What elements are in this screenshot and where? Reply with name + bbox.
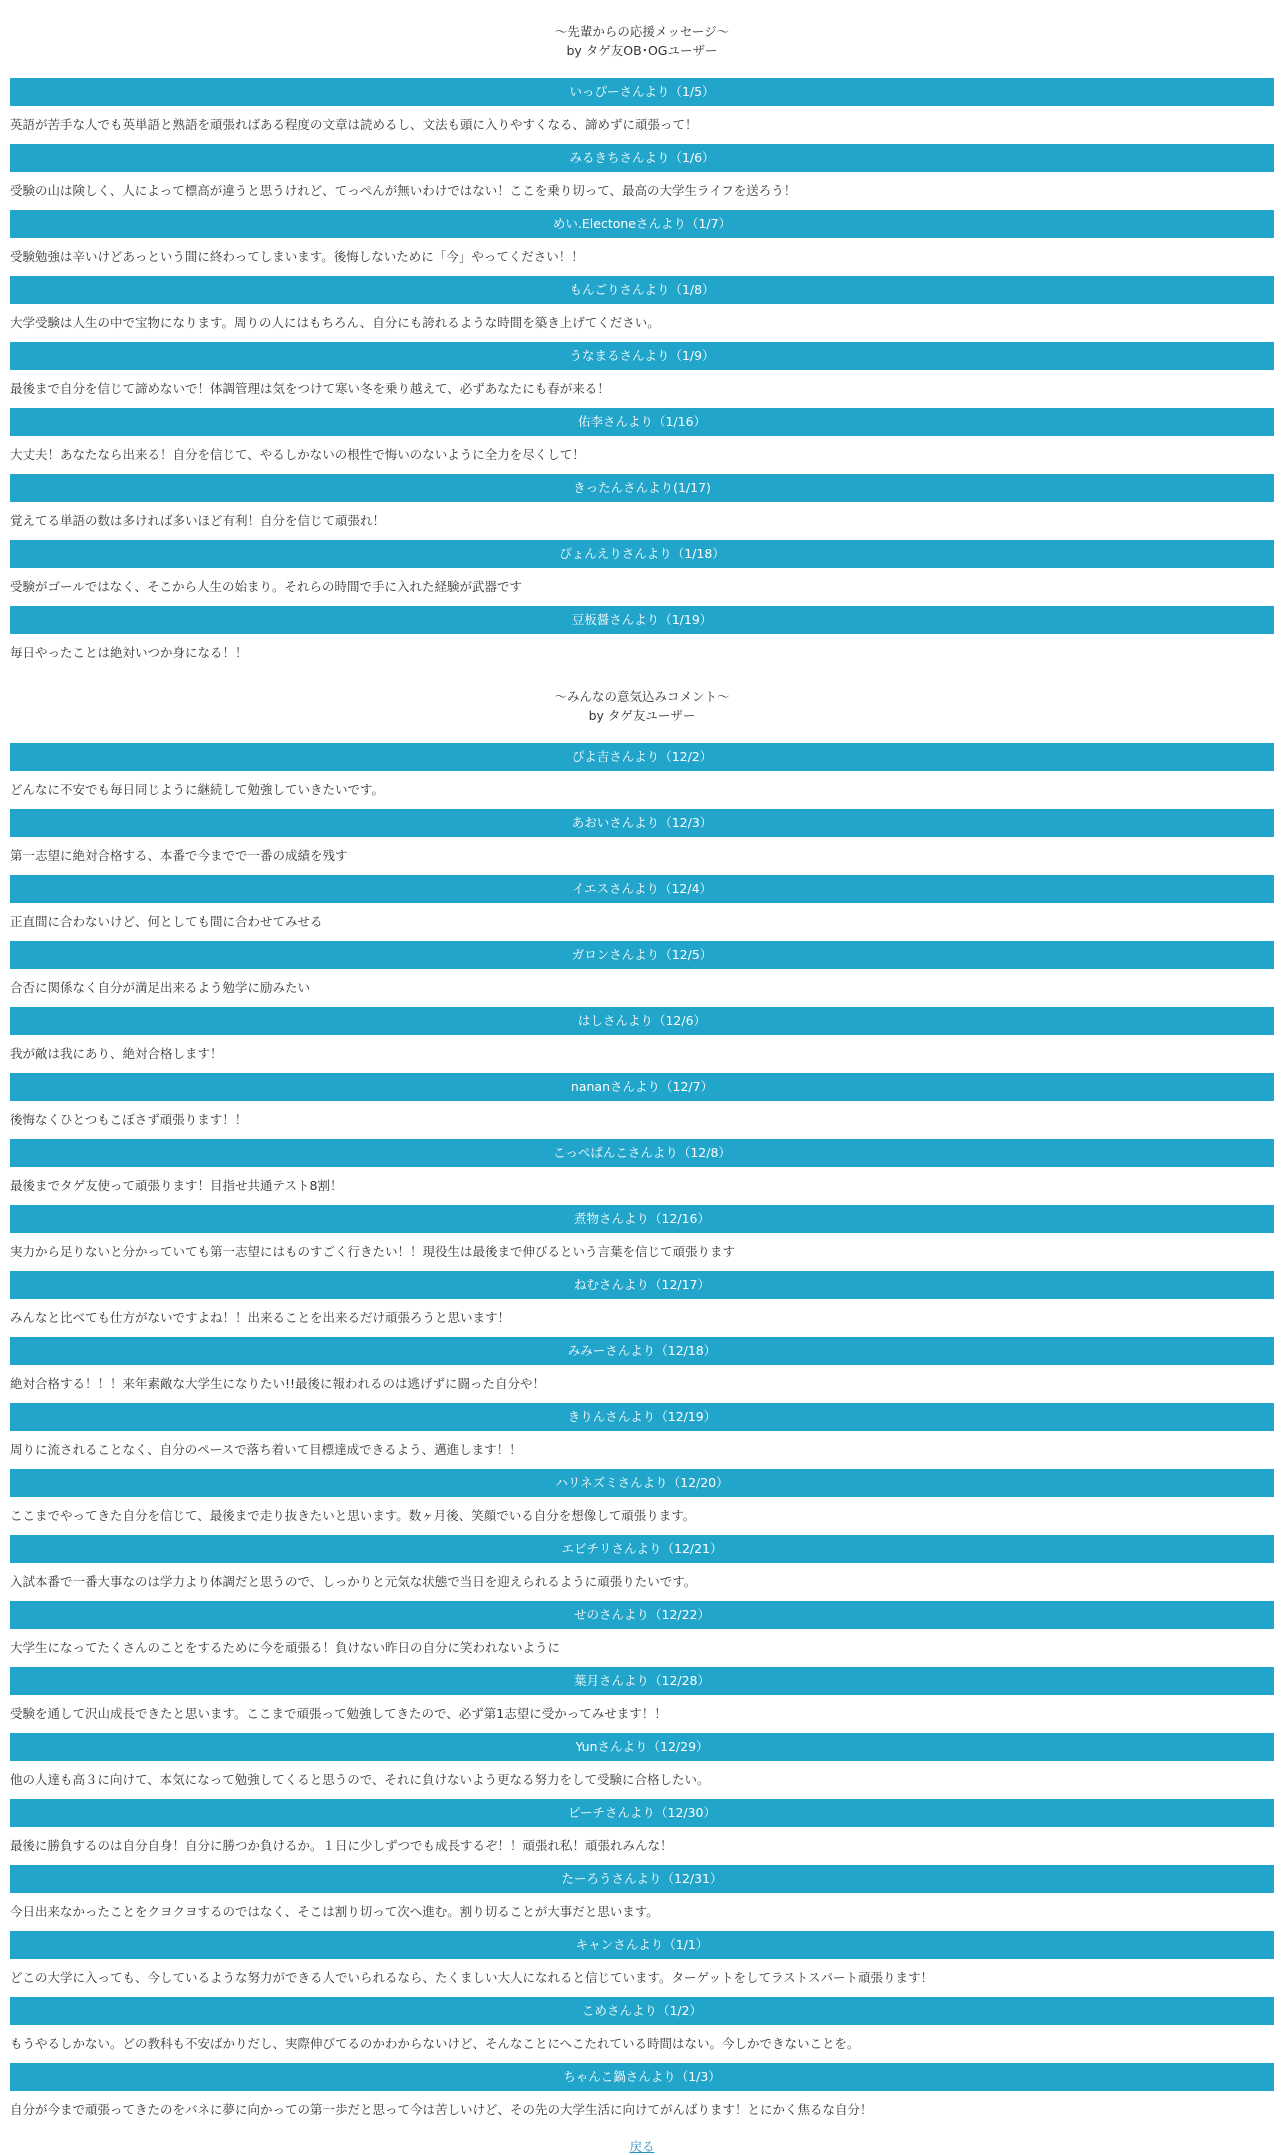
minna-comment-item — [10, 1007, 1274, 1073]
minna-title: ～みんなの意気込みコメント～ — [554, 689, 730, 704]
entry-header: ガロンさんより（12/5） — [10, 941, 1274, 969]
minna-comment-item — [10, 2063, 1274, 2129]
entry-header: たーろうさんより（12/31） — [10, 1865, 1274, 1893]
entry-message: 大丈夫！あなたなら出来る！自分を信じて、やるしかないの根性で悔いのないように全力を尽くして！ — [10, 447, 585, 462]
senpai-message-item — [10, 540, 1274, 606]
entry-header: きりんさんより（12/19） — [10, 1403, 1274, 1431]
entry-message: 自分が今まで頑張ってきたのをバネに夢に向かっての第一歩だと思って今は苦しいけど、その先の大学生活に向けてがんばります！とにかく焦るな自分！ — [10, 2102, 873, 2117]
minna-comment-item — [10, 743, 1274, 809]
entry-message: 最後に勝負するのは自分自身！自分に勝つか負けるか。１日に少しずつでも成長するぞ！！頑張れ私！頑張れみんな！ — [10, 1838, 673, 1853]
minna-comment-list — [10, 743, 1274, 2129]
entry-message: 毎日やったことは絶対いつか身になる！！ — [10, 645, 248, 660]
minna-comment-item — [10, 1535, 1274, 1601]
back-link[interactable]: 戻る — [629, 2139, 655, 2154]
entry-header: せのさんより（12/22） — [10, 1601, 1274, 1629]
entry-message: 受験がゴールではなく、そこから人生の始まり。それらの時間で手に入れた経験が武器です — [10, 579, 523, 594]
entry-header: ハリネズミさんより（12/20） — [10, 1469, 1274, 1497]
senpai-message-item — [10, 78, 1274, 144]
entry-message: 大学受験は人生の中で宝物になります。周りの人にはもちろん、自分にも誇れるような時間を築き上げてください。 — [10, 315, 660, 330]
entry-header: うなまるさんより（1/9） — [10, 342, 1274, 370]
entry-header: ねむさんより（12/17） — [10, 1271, 1274, 1299]
entry-message: 英語が苦手な人でも英単語と熟語を頑張ればある程度の文章は読めるし、文法も頭に入りやすくなる、諦めずに頑張って！ — [10, 117, 698, 132]
minna-comment-item — [10, 1139, 1274, 1205]
entry-header: ぴよ吉さんより（12/2） — [10, 743, 1274, 771]
entry-header: こっぺぱんこさんより（12/8） — [10, 1139, 1274, 1167]
senpai-message-item — [10, 144, 1274, 210]
minna-comment-item — [10, 1205, 1274, 1271]
entry-header: 煮物さんより（12/16） — [10, 1205, 1274, 1233]
entry-message: 正直間に合わないけど、何としても間に合わせてみせる — [10, 914, 323, 929]
minna-comment-item — [10, 1073, 1274, 1139]
entry-header: 豆板醤さんより（1/19） — [10, 606, 1274, 634]
minna-section-title — [10, 687, 1274, 725]
entry-message: 今日出来なかったことをクヨクヨするのではなく、そこは割り切って次へ進む。割り切ることが大事だと思います。 — [10, 1904, 659, 1919]
entry-message: 受験を通して沢山成長できたと思います。ここまで頑張って勉強してきたので、必ず第1志望に受かってみせます！！ — [10, 1706, 667, 1721]
minna-comment-item — [10, 1271, 1274, 1337]
minna-comment-item — [10, 1667, 1274, 1733]
minna-comment-item — [10, 1799, 1274, 1865]
senpai-subtitle: by タゲ友OB･OGユーザー — [566, 43, 718, 58]
senpai-message-item — [10, 342, 1274, 408]
entry-message: 受験の山は険しく、人によって標高が違うと思うけれど、てっぺんが無いわけではない！ここを乗り切って、最高の大学生ライフを送ろう！ — [10, 183, 797, 198]
entry-header: ちゃんこ鍋さんより（1/3） — [10, 2063, 1274, 2091]
entry-message: どんなに不安でも毎日同じように継続して勉強していきたいです。 — [10, 782, 385, 797]
entry-header: nananさんより（12/7） — [10, 1073, 1274, 1101]
minna-comment-item — [10, 1403, 1274, 1469]
entry-message: 合否に関係なく自分が満足出来るよう勉学に励みたい — [10, 980, 311, 995]
entry-message: もうやるしかない。どの教科も不安ばかりだし、実際伸びてるのかわからないけど、そんなことにへこたれている時間はない。今しかできないことを。 — [10, 2036, 860, 2051]
entry-message: 第一志望に絶対合格する、本番で今までで一番の成績を残す — [10, 848, 348, 863]
entry-header: きったんさんより(1/17) — [10, 474, 1274, 502]
entry-message: 後悔なくひとつもこぼさず頑張ります！！ — [10, 1112, 248, 1127]
senpai-section-title — [10, 22, 1274, 60]
minna-comment-item — [10, 809, 1274, 875]
entry-message: 覚えてる単語の数は多ければ多いほど有利！自分を信じて頑張れ！ — [10, 513, 386, 528]
minna-comment-item — [10, 1865, 1274, 1931]
entry-header: あおいさんより（12/3） — [10, 809, 1274, 837]
entry-message: 実力から足りないと分かっていても第一志望にはものすごく行きたい！！現役生は最後まで伸びるという言葉を信じて頑張ります — [10, 1244, 736, 1259]
senpai-message-item — [10, 606, 1274, 672]
entry-header: ピーチさんより（12/30） — [10, 1799, 1274, 1827]
minna-comment-item — [10, 1733, 1274, 1799]
entry-message: みんなと比べても仕方がないですよね！！出来ることを出来るだけ頑張ろうと思います！ — [10, 1310, 511, 1325]
entry-message: 最後まで自分を信じて諦めないで！体調管理は気をつけて寒い冬を乗り越えて、必ずあなたにも春が来る！ — [10, 381, 610, 396]
entry-header: みるきちさんより（1/6） — [10, 144, 1274, 172]
entry-header: めい.Electoneさんより（1/7） — [10, 210, 1274, 238]
minna-comment-item — [10, 1601, 1274, 1667]
minna-comment-item — [10, 875, 1274, 941]
minna-comment-item — [10, 1997, 1274, 2063]
senpai-message-item — [10, 408, 1274, 474]
entry-header: Yunさんより（12/29） — [10, 1733, 1274, 1761]
entry-header: もんごりさんより（1/8） — [10, 276, 1274, 304]
entry-message: 我が敵は我にあり、絶対合格します！ — [10, 1046, 223, 1061]
entry-header: はしさんより（12/6） — [10, 1007, 1274, 1035]
entry-message: ここまでやってきた自分を信じて、最後まで走り抜きたいと思います。数ヶ月後、笑顔でいる自分を想像して頑張ります。 — [10, 1508, 696, 1523]
minna-comment-item — [10, 941, 1274, 1007]
minna-comment-item — [10, 1337, 1274, 1403]
entry-header: いっぴーさんより（1/5） — [10, 78, 1274, 106]
entry-message: どこの大学に入っても、今しているような努力ができる人でいられるなら、たくましい大人になれると信じています。ターゲットをしてラストスパート頑張ります！ — [10, 1970, 934, 1985]
entry-header: キャンさんより（1/1） — [10, 1931, 1274, 1959]
entry-header: こめさんより（1/2） — [10, 1997, 1274, 2025]
entry-message: 入試本番で一番大事なのは学力より体調だと思うので、しっかりと元気な状態で当日を迎えられるように頑張りたいです。 — [10, 1574, 697, 1589]
entry-message: 受験勉強は辛いけどあっという間に終わってしまいます。後悔しないために「今」やってください！！ — [10, 249, 584, 264]
entry-message: 大学生になってたくさんのことをするために今を頑張る！負けない昨日の自分に笑われないように — [10, 1640, 561, 1655]
entry-header: 佑李さんより（1/16） — [10, 408, 1274, 436]
entry-header: エビチリさんより（12/21） — [10, 1535, 1274, 1563]
minna-subtitle: by タゲ友ユーザー — [588, 708, 696, 723]
senpai-message-item — [10, 210, 1274, 276]
entry-header: ぴょんえりさんより（1/18） — [10, 540, 1274, 568]
senpai-message-item — [10, 276, 1274, 342]
entry-header: イエスさんより（12/4） — [10, 875, 1274, 903]
minna-comment-item — [10, 1931, 1274, 1997]
entry-message: 最後までタゲ友使って頑張ります！目指せ共通テスト8割！ — [10, 1178, 343, 1193]
entry-message: 他の人達も高３に向けて、本気になって勉強してくると思うので、それに負けないよう更なる努力をして受験に合格したい。 — [10, 1772, 710, 1787]
minna-comment-item — [10, 1469, 1274, 1535]
entry-message: 周りに流されることなく、自分のペースで落ち着いて目標達成できるよう、邁進します！！ — [10, 1442, 522, 1457]
senpai-title: ～先輩からの応援メッセージ～ — [554, 24, 730, 39]
senpai-message-list — [10, 78, 1274, 672]
senpai-message-item — [10, 474, 1274, 540]
entry-header: 葉月さんより（12/28） — [10, 1667, 1274, 1695]
entry-message: 絶対合格する！！！来年素敵な大学生になりたい!!最後に報われるのは逃げずに闘った自分や！ — [10, 1376, 546, 1391]
entry-header: みみーさんより（12/18） — [10, 1337, 1274, 1365]
